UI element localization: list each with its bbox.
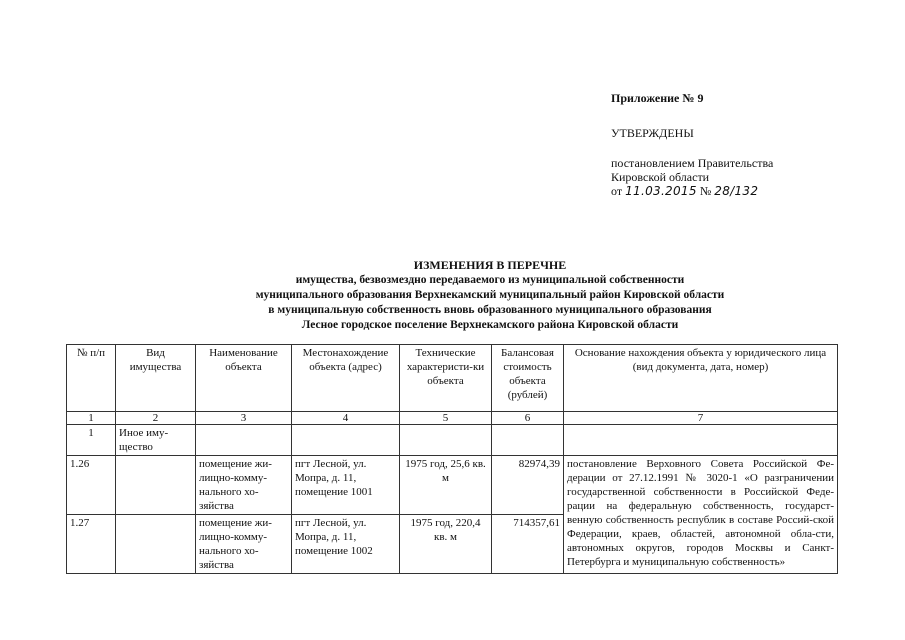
heading-line-2: муниципального образования Верхнекамский муниципальный район Кировской области [255, 289, 725, 301]
row-object-name: помещение жи-лищно-комму-нального хо-зяйства [196, 456, 292, 515]
decree-line-2: Кировской области [611, 170, 710, 184]
row-kind [116, 456, 196, 515]
column-number-row [67, 412, 838, 425]
header-basis: Основание нахождения объекта у юридического лица (вид документа, дата, номер) [564, 345, 838, 412]
row-number: 1.27 [67, 515, 116, 574]
decree-date-line [611, 184, 773, 198]
empty-cell [196, 425, 292, 456]
document-heading [170, 258, 810, 333]
table-header-row [67, 345, 838, 412]
decree-date: 11.03.2015 [625, 184, 697, 198]
heading-line-4: Лесное городское поселение Верхнекамского района Кировской области [301, 319, 679, 331]
empty-cell [292, 425, 400, 456]
column-number: 4 [292, 412, 400, 425]
column-number: 6 [492, 412, 564, 425]
column-number: 7 [564, 412, 838, 425]
column-number: 2 [116, 412, 196, 425]
empty-cell [564, 425, 838, 456]
property-table [66, 344, 838, 574]
document-title: ИЗМЕНЕНИЯ В ПЕРЕЧНЕ [413, 258, 567, 272]
decree-prefix: от [611, 184, 623, 198]
row-basis: постановление Верховного Совета Российской Фе-дерации от 27.12.1991 № 3020-1 «О разграничении государственной собственности в Российской Феде-рации на федеральную собственность, государст-венную собственность республик в составе Россий-ской Федерации, краев, областей, автономной обла-сти, автономных округов, городов Москвы и Санкт-Петербурга и муниципальную собственность» [564, 456, 838, 574]
header-number: № п/п [67, 345, 116, 412]
section-number: 1 [67, 425, 116, 456]
heading-line-1: имущества, безвозмездно передаваемого из муниципальной собственности [295, 274, 685, 286]
header-balance-cost: Балансовая стоимость объекта (рублей) [492, 345, 564, 412]
row-balance-cost: 714357,61 [492, 515, 564, 574]
row-specs: 1975 год, 220,4 кв. м [400, 515, 492, 574]
section-row [67, 425, 838, 456]
column-number: 1 [67, 412, 116, 425]
row-balance-cost: 82974,39 [492, 456, 564, 515]
decree-number: 28/132 [714, 184, 759, 198]
header-address: Местонахождение объекта (адрес) [292, 345, 400, 412]
empty-cell [492, 425, 564, 456]
decree-block [611, 156, 773, 198]
row-number: 1.26 [67, 456, 116, 515]
header-property-kind: Вид имущества [116, 345, 196, 412]
header-object-name: Наименование объекта [196, 345, 292, 412]
table-row [67, 456, 838, 515]
row-object-name: помещение жи-лищно-комму-нального хо-зяйства [196, 515, 292, 574]
empty-cell [400, 425, 492, 456]
column-number: 3 [196, 412, 292, 425]
column-number: 5 [400, 412, 492, 425]
appendix-number: Приложение № 9 [611, 91, 704, 105]
row-specs: 1975 год, 25,6 кв. м [400, 456, 492, 515]
row-address: пгт Лесной, ул. Мопра, д. 11, помещение 1002 [292, 515, 400, 574]
section-kind: Иное иму-щество [116, 425, 196, 456]
row-kind [116, 515, 196, 574]
decree-line-1: постановлением Правительства [611, 156, 774, 170]
approved-label: УТВЕРЖДЕНЫ [611, 126, 694, 140]
header-specs: Технические характеристи-ки объекта [400, 345, 492, 412]
row-address: пгт Лесной, ул. Мопра, д. 11, помещение 1001 [292, 456, 400, 515]
heading-line-3: в муниципальную собственность вновь образованного муниципального образования [268, 304, 712, 316]
decree-number-prefix: № [699, 184, 712, 198]
